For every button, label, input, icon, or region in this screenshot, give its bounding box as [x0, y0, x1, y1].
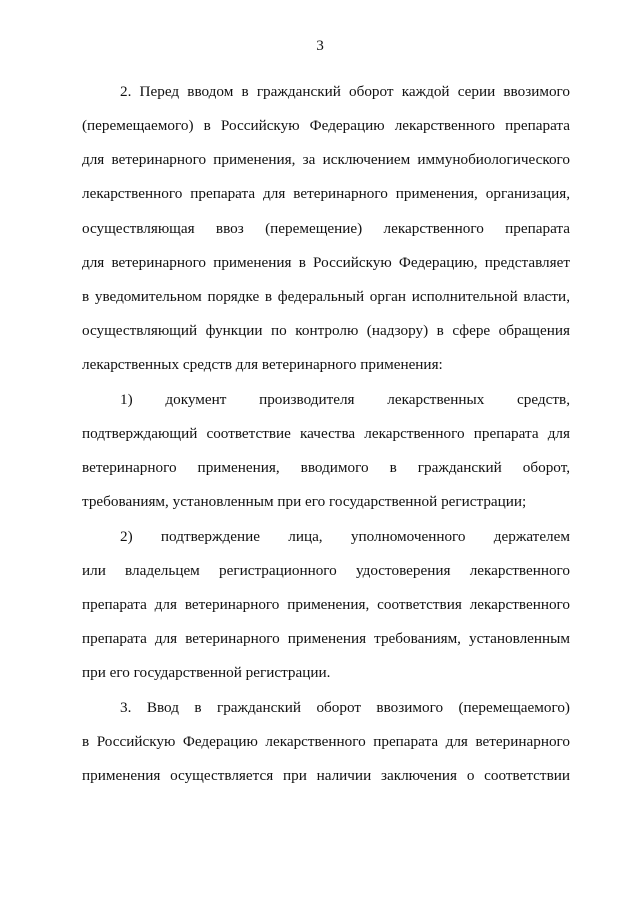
- paragraph-2-line-5: осуществляющая ввоз (перемещение) лекарственного препарата: [82, 220, 570, 237]
- paragraph-2-line-1: 2. Перед вводом в гражданский оборот каждой серии ввозимого: [120, 83, 570, 100]
- item-2-line-1: 2) подтверждение лица, уполномоченного держателем: [120, 528, 570, 545]
- paragraph-2-line-3: для ветеринарного применения, за исключением иммунобиологического: [82, 151, 570, 168]
- paragraph-2-line-4: лекарственного препарата для ветеринарного применения, организация,: [82, 185, 570, 202]
- item-1-line-4: требованиям, установленным при его государственной регистрации;: [82, 493, 527, 510]
- paragraph-2-line-6: для ветеринарного применения в Российскую Федерацию, представляет: [82, 254, 570, 271]
- item-2-line-5: при его государственной регистрации.: [82, 664, 331, 681]
- page-number: 3: [316, 37, 324, 54]
- paragraph-2-line-2: (перемещаемого) в Российскую Федерацию лекарственного препарата: [82, 117, 570, 134]
- item-1-line-1: 1) документ производителя лекарственных средств,: [120, 391, 570, 408]
- paragraph-2-line-9: лекарственных средств для ветеринарного применения:: [82, 356, 443, 373]
- paragraph-3-line-3: применения осуществляется при наличии заключения о соответствии: [82, 767, 570, 784]
- paragraph-2-line-7: в уведомительном порядке в федеральный орган исполнительной власти,: [82, 288, 570, 305]
- item-2-line-2: или владельцем регистрационного удостоверения лекарственного: [82, 562, 570, 579]
- item-2-line-4: препарата для ветеринарного применения требованиям, установленным: [82, 630, 570, 647]
- paragraph-3-line-2: в Российскую Федерацию лекарственного препарата для ветеринарного: [82, 733, 570, 750]
- item-1-line-3: ветеринарного применения, вводимого в гражданский оборот,: [82, 459, 570, 476]
- paragraph-2-line-8: осуществляющий функции по контролю (надзору) в сфере обращения: [82, 322, 570, 339]
- item-2-line-3: препарата для ветеринарного применения, соответствия лекарственного: [82, 596, 570, 613]
- paragraph-3-line-1: 3. Ввод в гражданский оборот ввозимого (перемещаемого): [120, 699, 570, 716]
- item-1-line-2: подтверждающий соответствие качества лекарственного препарата для: [82, 425, 570, 442]
